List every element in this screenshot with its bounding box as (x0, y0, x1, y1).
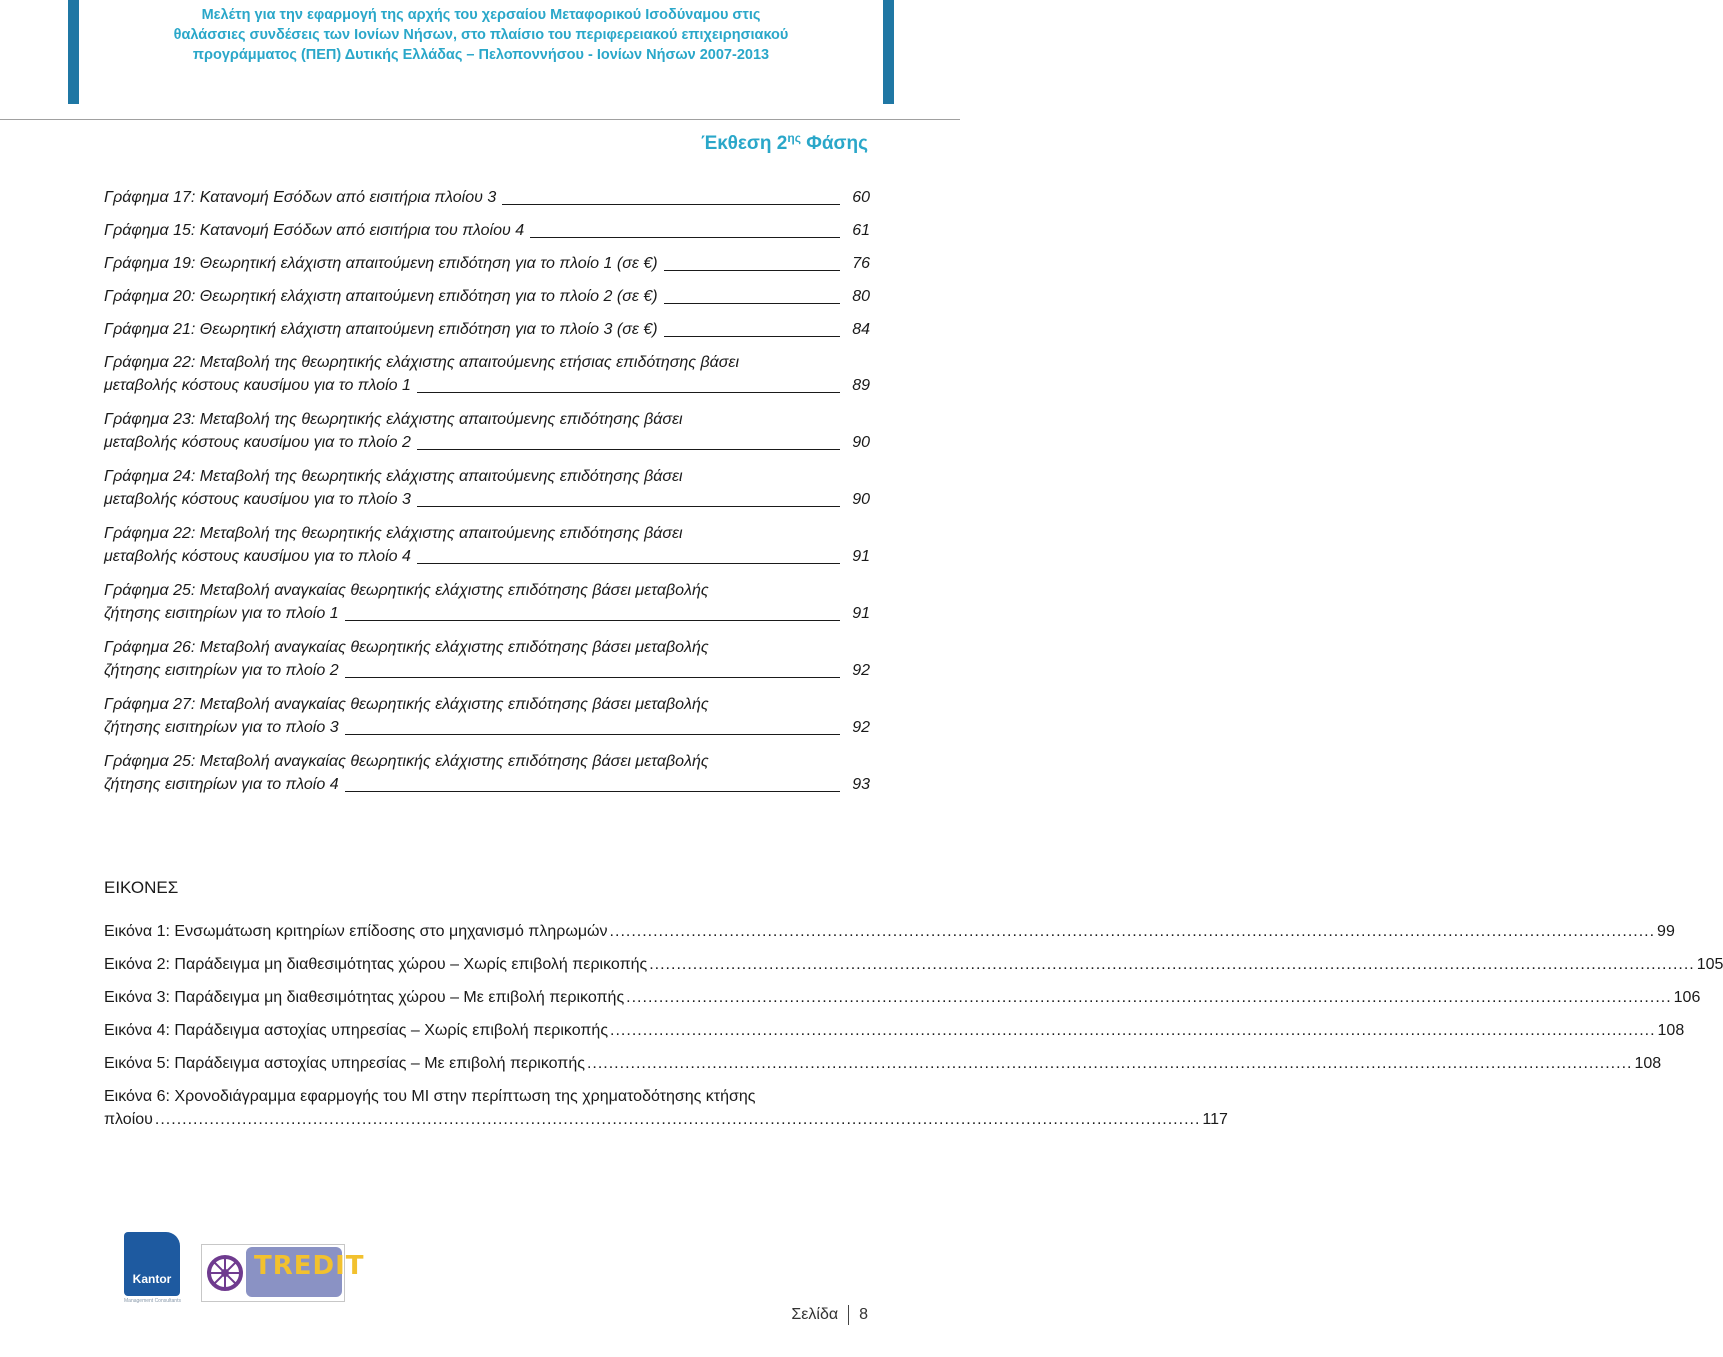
graph-page: 91 (852, 605, 870, 622)
graph-entry[interactable] (104, 318, 870, 351)
dot-leader (626, 986, 1672, 1009)
graph-page: 60 (852, 189, 870, 206)
graph-page: 92 (852, 719, 870, 736)
graph-page: 90 (852, 491, 870, 508)
dot-leader (155, 1108, 1201, 1131)
graph-entry[interactable] (104, 465, 870, 522)
document-header-title (90, 5, 872, 65)
header-divider (0, 119, 960, 120)
image-entry[interactable] (104, 986, 1701, 1019)
graph-entry[interactable] (104, 408, 870, 465)
kantor-logo (124, 1232, 181, 1304)
graph-title: Γράφημα 23: Μεταβολή της θεωρητικής ελάχιστης απαιτούμενης επιδότησης βάσει (104, 411, 683, 428)
dot-leader (649, 953, 1695, 976)
graphs-list (104, 186, 870, 807)
kantor-logo-text: Kantor (132, 1272, 172, 1286)
graph-title: Γράφημα 22: Μεταβολή της θεωρητικής ελάχιστης απαιτούμενης επιδότησης βάσει (104, 525, 683, 542)
image-title: Εικόνα 3: Παράδειγμα μη διαθεσιμότητας χώρου – Με επιβολή περικοπής (104, 989, 625, 1006)
leader-line (417, 506, 840, 507)
dot-leader (587, 1052, 1633, 1075)
graph-page: 89 (852, 377, 870, 394)
header-title-line: Μελέτη για την εφαρμογή της αρχής του χερσαίου Μεταφορικού Ισοδύναμου στις (201, 7, 761, 23)
tredit-logo (201, 1244, 365, 1302)
graph-entry[interactable] (104, 636, 870, 693)
graph-entry[interactable] (104, 522, 870, 579)
footer-page-label: Σελίδα (791, 1306, 839, 1323)
graph-page: 84 (852, 321, 870, 338)
leader-line (417, 392, 840, 393)
graph-title-cont: μεταβολής κόστους καυσίμου για το πλοίο 3 (104, 491, 411, 508)
image-page: 108 (1634, 1055, 1662, 1072)
image-page: 117 (1202, 1111, 1228, 1128)
image-title: Εικόνα 4: Παράδειγμα αστοχίας υπηρεσίας – Χωρίς επιβολή περικοπής (104, 1022, 609, 1039)
graph-entry[interactable] (104, 693, 870, 750)
image-entry[interactable] (104, 920, 1675, 953)
tredit-wheel-icon (206, 1249, 244, 1297)
graph-title: Γράφημα 22: Μεταβολή της θεωρητικής ελάχιστης απαιτούμενης ετήσιας επιδότησης βάσει (104, 354, 740, 371)
graph-title: Γράφημα 17: Κατανομή Εσόδων από εισιτήρια πλοίου 3 (104, 189, 497, 206)
graph-title-cont: ζήτησης εισιτηρίων για το πλοίο 1 (104, 605, 339, 622)
report-superscript: ης (787, 131, 801, 145)
graph-page: 90 (852, 434, 870, 451)
leader-line (664, 270, 840, 271)
header-left-bar (68, 0, 79, 104)
graph-entry[interactable] (104, 750, 870, 807)
footer-separator (848, 1305, 849, 1325)
image-page: 108 (1657, 1022, 1685, 1039)
images-section-title: ΕΙΚΟΝΕΣ (104, 878, 179, 897)
graph-page: 80 (852, 288, 870, 305)
graph-page: 91 (852, 548, 870, 565)
leader-line (345, 791, 840, 792)
graph-title-cont: ζήτησης εισιτηρίων για το πλοίο 2 (104, 662, 339, 679)
graph-page: 93 (852, 776, 870, 793)
graph-page: 92 (852, 662, 870, 679)
header-title-line: θαλάσσιες συνδέσεις των Ιονίων Νήσων, στο πλαίσιο του περιφερειακού επιχειρησιακού (173, 27, 789, 43)
header-title-line: προγράμματος (ΠΕΠ) Δυτικής Ελλάδας – Πελοποννήσου - Ιονίων Νήσων 2007-2013 (192, 47, 770, 63)
image-page: 106 (1673, 989, 1701, 1006)
leader-line (417, 449, 840, 450)
image-entry[interactable] (104, 953, 1723, 986)
image-entry[interactable] (104, 1019, 1685, 1052)
graph-title: Γράφημα 25: Μεταβολή αναγκαίας θεωρητικής ελάχιστης επιδότησης βάσει μεταβολής (104, 753, 709, 770)
graph-entry[interactable] (104, 579, 870, 636)
report-suffix: Φάσης (800, 133, 868, 154)
graph-page: 61 (852, 222, 870, 239)
header-right-bar (883, 0, 894, 104)
graph-entry[interactable] (104, 186, 870, 219)
graph-page: 76 (852, 255, 870, 272)
graph-title: Γράφημα 19: Θεωρητική ελάχιστη απαιτούμενη επιδότηση για το πλοίο 1 (σε €) (104, 255, 658, 272)
leader-line (345, 734, 840, 735)
graph-title: Γράφημα 24: Μεταβολή της θεωρητικής ελάχιστης απαιτούμενης επιδότησης βάσει (104, 468, 683, 485)
leader-line (664, 336, 840, 337)
graph-title: Γράφημα 21: Θεωρητική ελάχιστη απαιτούμενη επιδότηση για το πλοίο 3 (σε €) (104, 321, 658, 338)
graph-title: Γράφημα 25: Μεταβολή αναγκαίας θεωρητικής ελάχιστης επιδότησης βάσει μεταβολής (104, 582, 709, 599)
graph-entry[interactable] (104, 351, 870, 408)
leader-line (417, 563, 840, 564)
graph-entry[interactable] (104, 285, 870, 318)
image-page: 105 (1696, 956, 1723, 973)
graph-entry[interactable] (104, 219, 870, 252)
leader-line (345, 677, 840, 678)
tredit-logo-text: TREDIT (254, 1251, 365, 1281)
image-title-cont: πλοίου (104, 1111, 153, 1128)
image-entry[interactable] (104, 1052, 1662, 1085)
graph-entry[interactable] (104, 252, 870, 285)
image-title: Εικόνα 5: Παράδειγμα αστοχίας υπηρεσίας – Με επιβολή περικοπής (104, 1055, 585, 1072)
report-prefix: Έκθεση 2 (701, 133, 788, 154)
graph-title-cont: ζήτησης εισιτηρίων για το πλοίο 4 (104, 776, 339, 793)
leader-line (530, 237, 840, 238)
image-title: Εικόνα 6: Χρονοδιάγραμμα εφαρμογής του ΜΙ στην περίπτωση της χρηματοδότησης κτήσης (104, 1088, 756, 1105)
dot-leader (610, 1019, 1656, 1042)
leader-line (345, 620, 840, 621)
dot-leader (610, 920, 1656, 943)
graph-title: Γράφημα 20: Θεωρητική ελάχιστη απαιτούμενη επιδότηση για το πλοίο 2 (σε €) (104, 288, 658, 305)
graph-title-cont: μεταβολής κόστους καυσίμου για το πλοίο 1 (104, 377, 411, 394)
image-title: Εικόνα 2: Παράδειγμα μη διαθεσιμότητας χώρου – Χωρίς επιβολή περικοπής (104, 956, 648, 973)
graph-title-cont: μεταβολής κόστους καυσίμου για το πλοίο 4 (104, 548, 411, 565)
graph-title: Γράφημα 26: Μεταβολή αναγκαίας θεωρητικής ελάχιστης επιδότησης βάσει μεταβολής (104, 639, 709, 656)
image-page: 99 (1657, 923, 1675, 940)
graph-title-cont: ζήτησης εισιτηρίων για το πλοίο 3 (104, 719, 339, 736)
page-footer (791, 1305, 868, 1325)
footer-page-number: 8 (859, 1306, 868, 1323)
graph-title: Γράφημα 27: Μεταβολή αναγκαίας θεωρητικής ελάχιστης επιδότησης βάσει μεταβολής (104, 696, 709, 713)
image-title: Εικόνα 1: Ενσωμάτωση κριτηρίων επίδοσης στο μηχανισμό πληρωμών (104, 923, 608, 940)
report-phase-label (701, 133, 868, 155)
kantor-logo-subtitle: Management Consultants (124, 1298, 181, 1304)
leader-line (502, 204, 840, 205)
image-entry[interactable] (104, 1085, 1228, 1135)
graph-title-cont: μεταβολής κόστους καυσίμου για το πλοίο 2 (104, 434, 411, 451)
images-list (104, 920, 1723, 1135)
leader-line (664, 303, 840, 304)
graph-title: Γράφημα 15: Κατανομή Εσόδων από εισιτήρια του πλοίου 4 (104, 222, 525, 239)
